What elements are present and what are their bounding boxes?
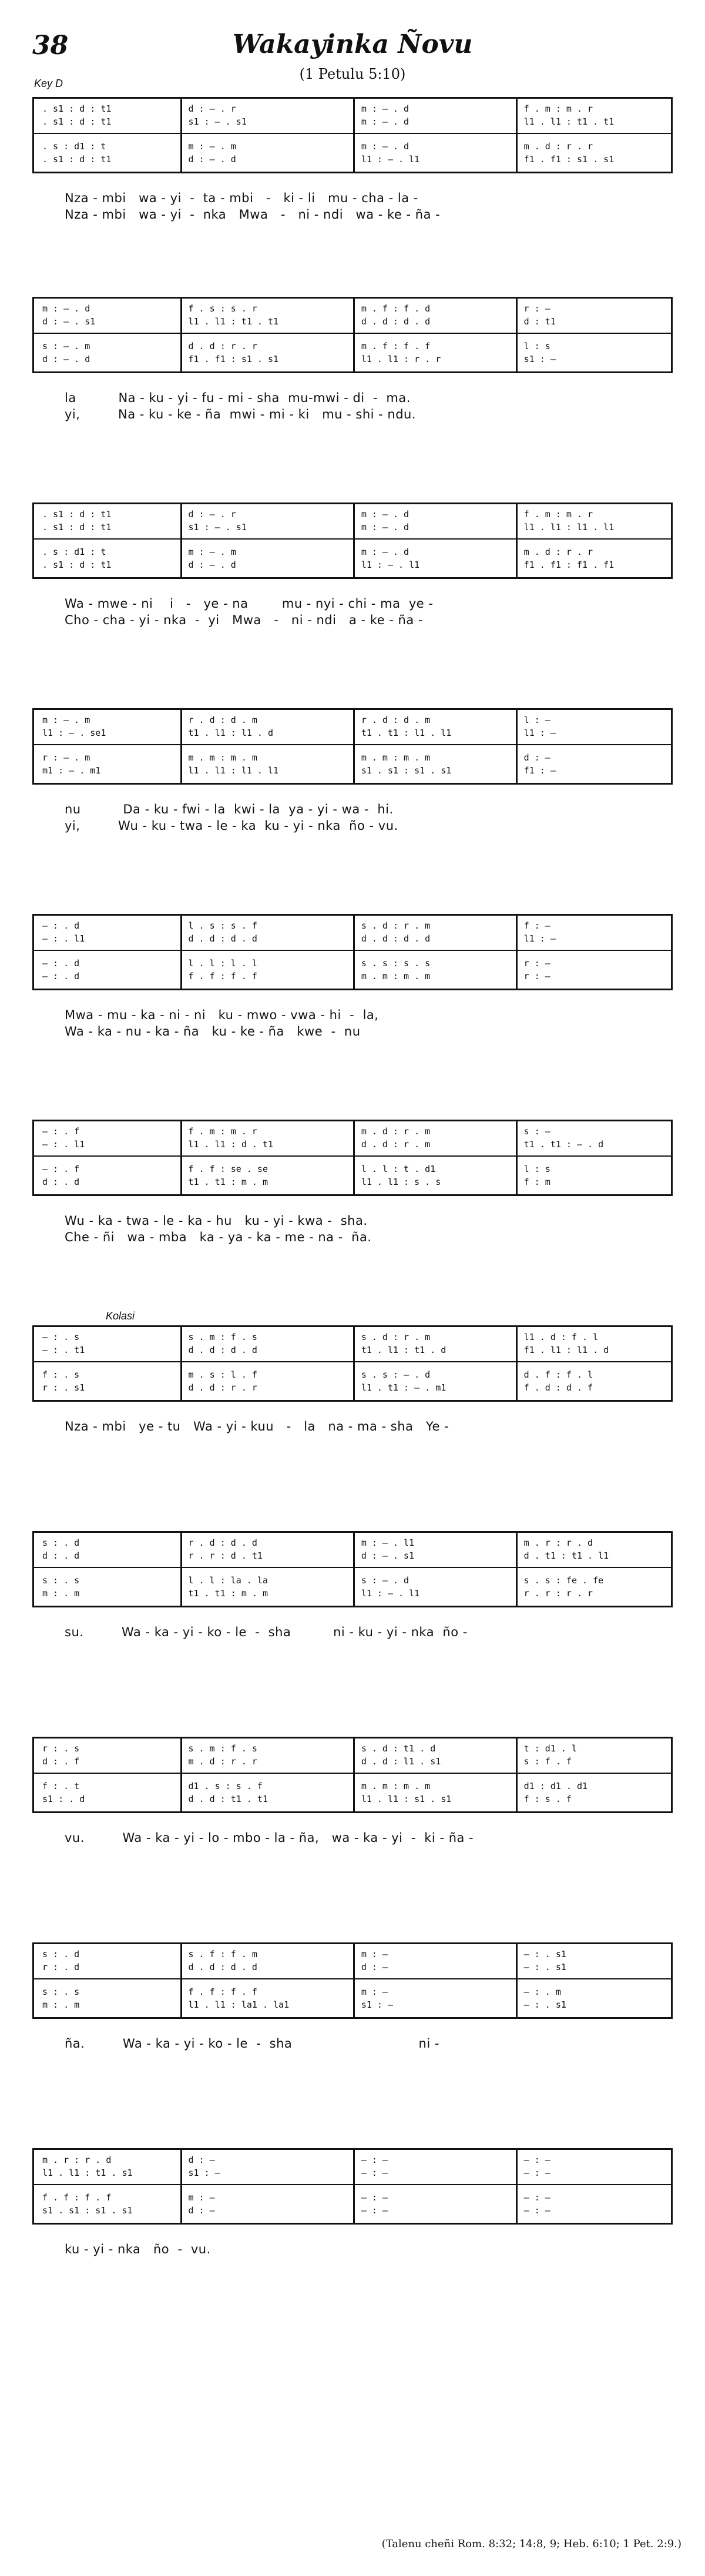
staff-system (32, 503, 673, 579)
scripture-reference: (1 Petulu 5:10) (299, 66, 406, 82)
voice-line (34, 1126, 671, 1138)
voice-line (34, 1588, 671, 1600)
solfa-cell: f : . s (42, 1369, 80, 1380)
solfa-cell: — : . d (42, 958, 80, 969)
solfa-cell: l1 . l1 : l1 . l1 (523, 522, 615, 532)
solfa-cell: f : — (523, 920, 550, 931)
solfa-cell: l1 . l1 : t1 . t1 (188, 316, 279, 327)
solfa-cell: d . t1 : t1 . l1 (523, 1550, 609, 1561)
solfa-cell: s1 . s1 : s1 . s1 (42, 2205, 133, 2216)
solfa-cell: — : — (361, 2205, 388, 2216)
solfa-cell: l1 . l1 : d . t1 (188, 1139, 274, 1150)
solfa-cell: f . s : s . r (188, 303, 257, 314)
solfa-cell: s1 : — (188, 2168, 220, 2178)
solfa-cell: r . r : r . r (523, 1588, 593, 1599)
solfa-cell: l1 . l1 : t1 . s1 (42, 2168, 133, 2178)
lyric-line: Wa - mwe - ni i - ye - na mu - nyi - chi - ma ye - (65, 597, 434, 611)
solfa-cell: — : — (523, 2205, 550, 2216)
solfa-cell: t1 . t1 : – . d (523, 1139, 604, 1150)
solfa-cell: — : . f (42, 1126, 80, 1137)
solfa-cell: d : — (361, 1962, 388, 1972)
lyric-line: Che - ñi wa - mba ka - ya - ka - me - na - ña. (65, 1230, 372, 1244)
solfa-cell: f . m : m . r (523, 103, 593, 114)
solfa-cell: d : — (188, 2205, 215, 2216)
solfa-cell: r : — (523, 303, 550, 314)
voice-line (34, 316, 671, 328)
solfa-cell: m : – . d (361, 141, 409, 152)
solfa-cell: l1 . t1 : – . m1 (361, 1382, 446, 1393)
solfa-cell: s : – . d (361, 1575, 409, 1586)
solfa-cell: f . f : f . f (188, 1987, 257, 1997)
voice-line (34, 354, 671, 366)
lyric-line: vu. Wa - ka - yi - lo - mbo - la - ña, wa - ka - yi - ki - ña - (65, 1831, 474, 1845)
solfa-cell: s1 : — (523, 354, 556, 364)
solfa-cell: s : — (523, 1126, 550, 1137)
solfa-cell: m : . m (42, 1588, 80, 1599)
solfa-cell: d . d : d . d (188, 1345, 257, 1355)
solfa-cell: s1 : . d (42, 1794, 85, 1804)
staff-system (32, 708, 673, 785)
lyric-line: Cho - cha - yi - nka - yi Mwa - ni - ndi a - ke - ña - (65, 613, 423, 627)
solfa-cell: s . d : r . m (361, 1332, 431, 1342)
solfa-cell: l1 . l1 : s1 . s1 (361, 1794, 452, 1804)
solfa-cell: l1 : — (523, 728, 556, 738)
solfa-cell: — : . s (42, 1332, 80, 1342)
solfa-cell: m : – . m (188, 141, 236, 152)
voice-line (34, 509, 671, 521)
voice-line (34, 1139, 671, 1151)
solfa-cell: d . d : d . d (188, 1962, 257, 1972)
solfa-cell: d . d : r . r (188, 1382, 257, 1393)
solfa-cell: m . m : m . m (188, 752, 257, 763)
solfa-cell: m : – . l1 (361, 1537, 415, 1548)
staff-system (32, 1531, 673, 1607)
voice-line (34, 116, 671, 128)
solfa-cell: m . m : m . m (361, 971, 431, 982)
solfa-cell: l1 . l1 : t1 . t1 (523, 116, 615, 127)
solfa-cell: d : . f (42, 1756, 80, 1767)
solfa-cell: m : – . m (188, 547, 236, 557)
solfa-cell: l1 . l1 : r . r (361, 354, 441, 364)
solfa-cell: s1 . s1 : s1 . s1 (361, 765, 452, 776)
solfa-cell: s . s : fe . fe (523, 1575, 604, 1586)
solfa-cell: l : s (523, 1164, 550, 1174)
voice-line (34, 1164, 671, 1175)
solfa-cell: r : – . m (42, 752, 90, 763)
voice-line (34, 522, 671, 534)
solfa-cell: m : – . d (361, 509, 409, 520)
solfa-cell: f : . t (42, 1781, 80, 1791)
solfa-cell: r : . d (42, 1962, 80, 1972)
voice-line (34, 715, 671, 726)
voice-line (34, 933, 671, 945)
solfa-cell: f . f : f . f (42, 2192, 112, 2203)
solfa-cell: l1 . d : f . l (523, 1332, 599, 1342)
solfa-cell: r : — (523, 958, 550, 969)
solfa-cell: f1 . f1 : f1 . f1 (523, 560, 615, 570)
staff-system (32, 1325, 673, 1402)
voice-line (34, 560, 671, 571)
solfa-cell: d1 . s : s . f (188, 1781, 263, 1791)
solfa-cell: m : – . d (361, 116, 409, 127)
solfa-cell: s : . d (42, 1949, 80, 1959)
staff-system (32, 914, 673, 990)
solfa-cell: f . m : m . r (188, 1126, 257, 1137)
solfa-cell: f1 . l1 : l1 . d (523, 1345, 609, 1355)
solfa-cell: d : – . s1 (42, 316, 96, 327)
solfa-cell: f : m (523, 1177, 550, 1187)
chorus-label: Kolasi (106, 1310, 135, 1322)
solfa-cell: f1 : — (523, 765, 556, 776)
solfa-cell: m : – . d (361, 547, 409, 557)
solfa-cell: m : – . m (42, 715, 90, 725)
solfa-cell: l1 . l1 : s . s (361, 1177, 441, 1187)
solfa-cell: s . d : t1 . d (361, 1743, 436, 1754)
voice-line (34, 1345, 671, 1356)
lyric-line: ku - yi - nka ño - vu. (65, 2242, 211, 2256)
solfa-cell: t1 . l1 : l1 . d (188, 728, 274, 738)
lyric-line: Wu - ka - twa - le - ka - hu ku - yi - kwa - sha. (65, 1214, 368, 1228)
voice-line (34, 752, 671, 764)
solfa-cell: — : . s1 (523, 1962, 566, 1972)
solfa-cell: d . d : d . d (361, 316, 431, 327)
solfa-cell: . s1 : d : t1 (42, 509, 112, 520)
solfa-cell: l . l : l . l (188, 958, 257, 969)
solfa-cell: s1 : – . s1 (188, 116, 247, 127)
lyric-line: ña. Wa - ka - yi - ko - le - sha ni - (65, 2036, 439, 2051)
lyric-line: su. Wa - ka - yi - ko - le - sha ni - ku - yi - nka ño - (65, 1625, 468, 1639)
solfa-cell: . s1 : d : t1 (42, 116, 112, 127)
voice-line (34, 1743, 671, 1755)
staff-system (32, 97, 673, 173)
solfa-cell: f : s . f (523, 1794, 572, 1804)
solfa-cell: . s : d1 : t (42, 547, 106, 557)
solfa-cell: l : — (523, 715, 550, 725)
voice-line (34, 154, 671, 166)
solfa-cell: — : — (361, 2155, 388, 2165)
solfa-cell: m . f : f . d (361, 303, 431, 314)
solfa-cell: m : — (188, 2192, 215, 2203)
solfa-cell: r . d : d . m (361, 715, 431, 725)
solfa-cell: l1 : — (523, 933, 556, 944)
solfa-cell: m . s : l . f (188, 1369, 257, 1380)
solfa-cell: m . r : r . d (42, 2155, 112, 2165)
solfa-cell: d : t1 (523, 316, 556, 327)
solfa-cell: m : — (361, 1949, 388, 1959)
solfa-cell: l1 : – . l1 (361, 1588, 420, 1599)
solfa-cell: d : – . d (188, 154, 236, 165)
solfa-cell: m . d : r . r (188, 1756, 257, 1767)
lyric-line: la Na - ku - yi - fu - mi - sha mu-mwi - di - ma. (65, 391, 411, 405)
lyric-line: yi, Na - ku - ke - ña mwi - mi - ki mu - shi - ndu. (65, 407, 417, 421)
solfa-cell: d . d : r . m (361, 1139, 431, 1150)
solfa-cell: s . m : f . s (188, 1743, 257, 1754)
voice-line (34, 1382, 671, 1394)
solfa-cell: m . d : r . r (523, 141, 593, 152)
staff-system (32, 297, 673, 373)
solfa-cell: s : . s (42, 1575, 80, 1586)
solfa-cell: l . l : t . d1 (361, 1164, 436, 1174)
solfa-cell: t : d1 . l (523, 1743, 577, 1754)
solfa-cell: d . d : t1 . t1 (188, 1794, 268, 1804)
solfa-cell: m1 : – . m1 (42, 765, 101, 776)
solfa-cell: — : . s1 (523, 1949, 566, 1959)
solfa-cell: — : . l1 (42, 1139, 85, 1150)
staff-system (32, 1737, 673, 1813)
staff-system (32, 1942, 673, 2019)
voice-line (34, 341, 671, 353)
solfa-cell: — : . s1 (523, 1999, 566, 2010)
solfa-cell: d . d : l1 . s1 (361, 1756, 441, 1767)
solfa-cell: d : – . s1 (361, 1550, 415, 1561)
voice-line (34, 1781, 671, 1793)
solfa-cell: d . d : d . d (188, 933, 257, 944)
solfa-cell: l . l : la . la (188, 1575, 268, 1586)
staff-system (32, 2148, 673, 2225)
solfa-cell: m : – . d (42, 303, 90, 314)
voice-line (34, 920, 671, 932)
voice-line (34, 1537, 671, 1549)
solfa-cell: — : . d (42, 971, 80, 982)
voice-line (34, 728, 671, 739)
voice-line (34, 141, 671, 153)
voice-line (34, 2205, 671, 2217)
solfa-cell: m . d : r . r (523, 547, 593, 557)
solfa-cell: . s1 : d : t1 (42, 560, 112, 570)
solfa-cell: — : — (523, 2168, 550, 2178)
solfa-cell: f1 . f1 : s1 . s1 (188, 354, 279, 364)
key-signature: Key D (34, 78, 63, 89)
solfa-cell: t1 . l1 : t1 . d (361, 1345, 446, 1355)
voice-line (34, 303, 671, 315)
voice-line (34, 1177, 671, 1188)
solfa-cell: f . m : m . r (523, 509, 593, 520)
hymn-number: 38 (32, 31, 69, 61)
solfa-cell: s : – . m (42, 341, 90, 351)
solfa-cell: d : — (523, 752, 550, 763)
hymn-title: Wakayinka Ñovu (232, 29, 473, 59)
voice-line (34, 1369, 671, 1381)
solfa-cell: m : . m (42, 1999, 80, 2010)
solfa-cell: — : — (523, 2155, 550, 2165)
solfa-cell: m : – . d (361, 522, 409, 532)
solfa-cell: d : – . d (42, 354, 90, 364)
solfa-cell: . s1 : d : t1 (42, 154, 112, 165)
solfa-cell: s . f : f . m (188, 1949, 257, 1959)
solfa-cell: s : . s (42, 1987, 80, 1997)
voice-line (34, 1756, 671, 1768)
voice-line (34, 547, 671, 558)
lyric-line: Wa - ka - nu - ka - ña ku - ke - ña kwe - nu (65, 1024, 361, 1039)
voice-line (34, 103, 671, 115)
solfa-cell: s : f . f (523, 1756, 572, 1767)
lyric-line: Nza - mbi wa - yi - ta - mbi - ki - li mu - cha - la - (65, 191, 418, 205)
solfa-cell: l1 . l1 : l1 . l1 (188, 765, 279, 776)
solfa-cell: m : – . d (361, 103, 409, 114)
solfa-cell: d : . d (42, 1177, 80, 1187)
solfa-cell: m . r : r . d (523, 1537, 593, 1548)
lyric-line: nu Da - ku - fwi - la kwi - la ya - yi - wa - hi. (65, 802, 394, 816)
solfa-cell: — : — (361, 2168, 388, 2178)
voice-line (34, 1550, 671, 1562)
solfa-cell: m . f : f . f (361, 341, 431, 351)
solfa-cell: d . f : f . l (523, 1369, 593, 1380)
solfa-cell: l1 . l1 : la1 . la1 (188, 1999, 290, 2010)
lyric-line: Nza - mbi ye - tu Wa - yi - kuu - la na - ma - sha Ye - (65, 1419, 449, 1433)
solfa-cell: r . r : d . t1 (188, 1550, 263, 1561)
solfa-cell: l . s : s . f (188, 920, 257, 931)
lyric-line: Nza - mbi wa - yi - nka Mwa - ni - ndi wa - ke - ña - (65, 207, 441, 222)
voice-line (34, 1794, 671, 1805)
solfa-cell: m : — (361, 1987, 388, 1997)
solfa-cell: f . f : se . se (188, 1164, 268, 1174)
solfa-cell: r : . s (42, 1743, 80, 1754)
solfa-cell: s1 : – . s1 (188, 522, 247, 532)
solfa-cell: — : . t1 (42, 1345, 85, 1355)
solfa-cell: l : s (523, 341, 550, 351)
solfa-cell: r : . s1 (42, 1382, 85, 1393)
solfa-cell: m . m : m . m (361, 1781, 431, 1791)
staff-system (32, 1120, 673, 1196)
solfa-cell: t1 . t1 : m . m (188, 1177, 268, 1187)
voice-line (34, 958, 671, 970)
solfa-cell: f1 . f1 : s1 . s1 (523, 154, 615, 165)
voice-line (34, 971, 671, 983)
solfa-cell: d : – . r (188, 509, 236, 520)
solfa-cell: — : — (523, 2192, 550, 2203)
lyric-line: Mwa - mu - ka - ni - ni ku - mwo - vwa - hi - la, (65, 1008, 379, 1022)
solfa-cell: d : – . r (188, 103, 236, 114)
voice-line (34, 1332, 671, 1344)
voice-line (34, 765, 671, 777)
voice-line (34, 1999, 671, 2011)
solfa-cell: d . d : d . d (361, 933, 431, 944)
lyric-line: yi, Wu - ku - twa - le - ka ku - yi - nka ño - vu. (65, 819, 398, 833)
solfa-cell: t1 . t1 : l1 . l1 (361, 728, 452, 738)
solfa-cell: — : — (361, 2192, 388, 2203)
voice-line (34, 2192, 671, 2204)
solfa-cell: r . d : d . m (188, 715, 257, 725)
solfa-cell: r : — (523, 971, 550, 982)
solfa-cell: d : — (188, 2155, 215, 2165)
solfa-cell: d1 : d1 . d1 (523, 1781, 588, 1791)
solfa-cell: t1 . t1 : m . m (188, 1588, 268, 1599)
solfa-cell: m . d : r . m (361, 1126, 431, 1137)
solfa-cell: s : . d (42, 1537, 80, 1548)
footer-references: (Talenu cheñi Rom. 8:32; 14:8, 9; Heb. 6:10; 1 Pet. 2:9.) (381, 2538, 682, 2550)
solfa-cell: l1 : – . l1 (361, 560, 420, 570)
solfa-cell: — : . f (42, 1164, 80, 1174)
solfa-cell: l1 : – . se1 (42, 728, 106, 738)
voice-line (34, 1987, 671, 1998)
solfa-cell: . s1 : d : t1 (42, 103, 112, 114)
solfa-cell: s . s : s . s (361, 958, 431, 969)
voice-line (34, 1575, 671, 1587)
solfa-cell: . s : d1 : t (42, 141, 106, 152)
solfa-cell: s . s : – . d (361, 1369, 431, 1380)
solfa-cell: l1 : – . l1 (361, 154, 420, 165)
solfa-cell: f . f : f . f (188, 971, 257, 982)
solfa-cell: — : . l1 (42, 933, 85, 944)
solfa-cell: — : . m (523, 1987, 561, 1997)
solfa-cell: — : . d (42, 920, 80, 931)
solfa-cell: f . d : d . f (523, 1382, 593, 1393)
voice-line (34, 1962, 671, 1974)
voice-line (34, 1949, 671, 1961)
solfa-cell: d . d : r . r (188, 341, 257, 351)
solfa-cell: s1 : — (361, 1999, 393, 2010)
solfa-cell: m . m : m . m (361, 752, 431, 763)
voice-line (34, 2155, 671, 2166)
solfa-cell: r . d : d . d (188, 1537, 257, 1548)
solfa-cell: d : – . d (188, 560, 236, 570)
solfa-cell: s . m : f . s (188, 1332, 257, 1342)
solfa-cell: . s1 : d : t1 (42, 522, 112, 532)
voice-line (34, 2168, 671, 2179)
solfa-cell: s . d : r . m (361, 920, 431, 931)
solfa-cell: d : . d (42, 1550, 80, 1561)
